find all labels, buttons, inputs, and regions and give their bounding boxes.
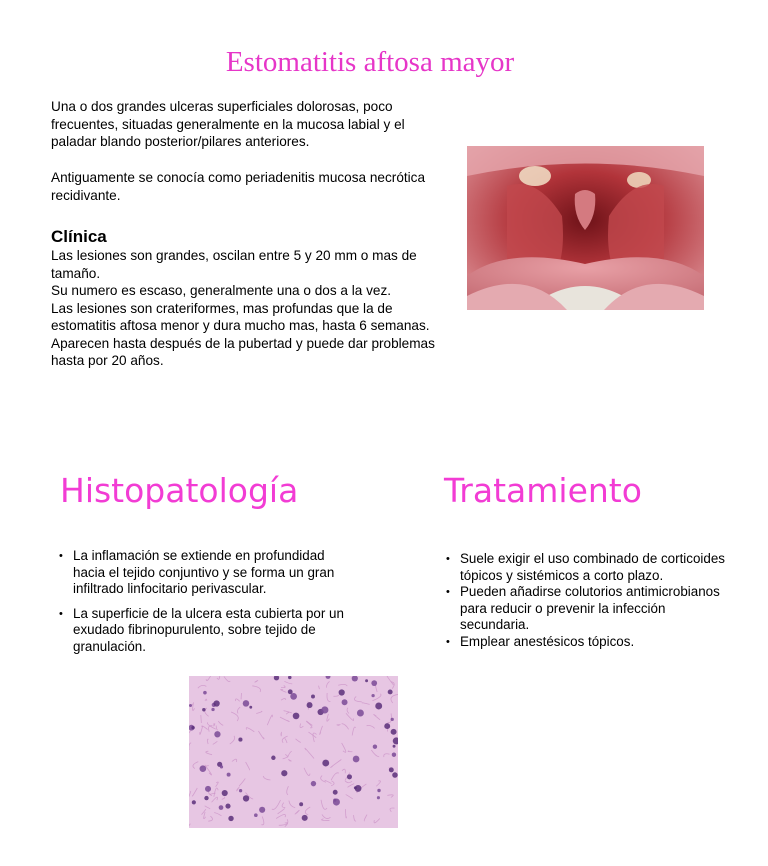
histopatologia-heading: Histopatología bbox=[60, 471, 299, 510]
list-item bbox=[59, 548, 359, 598]
bullet-glyph: • bbox=[59, 550, 63, 562]
intro-paragraph-2: Antiguamente se conocía como periadenitis mucosa necrótica recidivante. bbox=[51, 170, 426, 203]
list-item bbox=[446, 551, 736, 584]
clinica-text bbox=[51, 247, 461, 370]
histology-micrograph bbox=[189, 676, 398, 828]
bullet-text: La superficie de la ulcera esta cubierta por un exudado fibrinopurulento, sobre tejido de granulación. bbox=[73, 605, 344, 654]
list-item bbox=[59, 606, 359, 656]
intro-paragraph-1: Una o dos grandes ulceras superficiales dolorosas, poco frecuentes, situadas generalmente en la mucosa labial y el paladar blando posterior/pilares anteriores. bbox=[51, 99, 405, 149]
clinica-line: Las lesiones son grandes, oscilan entre 5 y 20 mm o mas de tamaño. bbox=[51, 248, 417, 281]
bullet-text: Suele exigir el uso combinado de corticoides tópicos y sistémicos a corto plazo. bbox=[460, 551, 725, 583]
bullet-glyph: • bbox=[446, 635, 450, 648]
bullet-glyph: • bbox=[446, 553, 450, 565]
clinica-line: Las lesiones son crateriformes, mas profundas que la de estomatitis aftosa menor y dura mucho mas, hasta 6 semanas. bbox=[51, 300, 430, 333]
bullet-text: Pueden añadirse colutorios antimicrobianos para reducir o prevenir la infección secundaria. bbox=[460, 584, 720, 633]
page-title: Estomatitis aftosa mayor bbox=[225, 46, 515, 78]
bullet-glyph: • bbox=[59, 607, 63, 620]
bullet-text: Emplear anestésicos tópicos. bbox=[460, 633, 635, 649]
list-item bbox=[446, 584, 736, 634]
throat-photo bbox=[467, 146, 704, 310]
bullet-text: La inflamación se extiende en profundidad hacia el tejido conjuntivo y se forma un gran infiltrado linfocitario perivascular. bbox=[73, 548, 335, 597]
bullet-glyph: • bbox=[446, 586, 450, 599]
clinica-line: Su numero es escaso, generalmente una o dos a la vez. bbox=[51, 283, 392, 298]
list-item bbox=[446, 634, 736, 651]
tratamiento-heading: Tratamiento bbox=[444, 471, 642, 510]
tratamiento-list bbox=[446, 551, 736, 651]
histopatologia-list bbox=[59, 548, 359, 664]
clinica-line: Aparecen hasta después de la pubertad y puede dar problemas hasta por 20 años. bbox=[51, 335, 435, 368]
clinica-heading: Clínica bbox=[51, 227, 107, 246]
